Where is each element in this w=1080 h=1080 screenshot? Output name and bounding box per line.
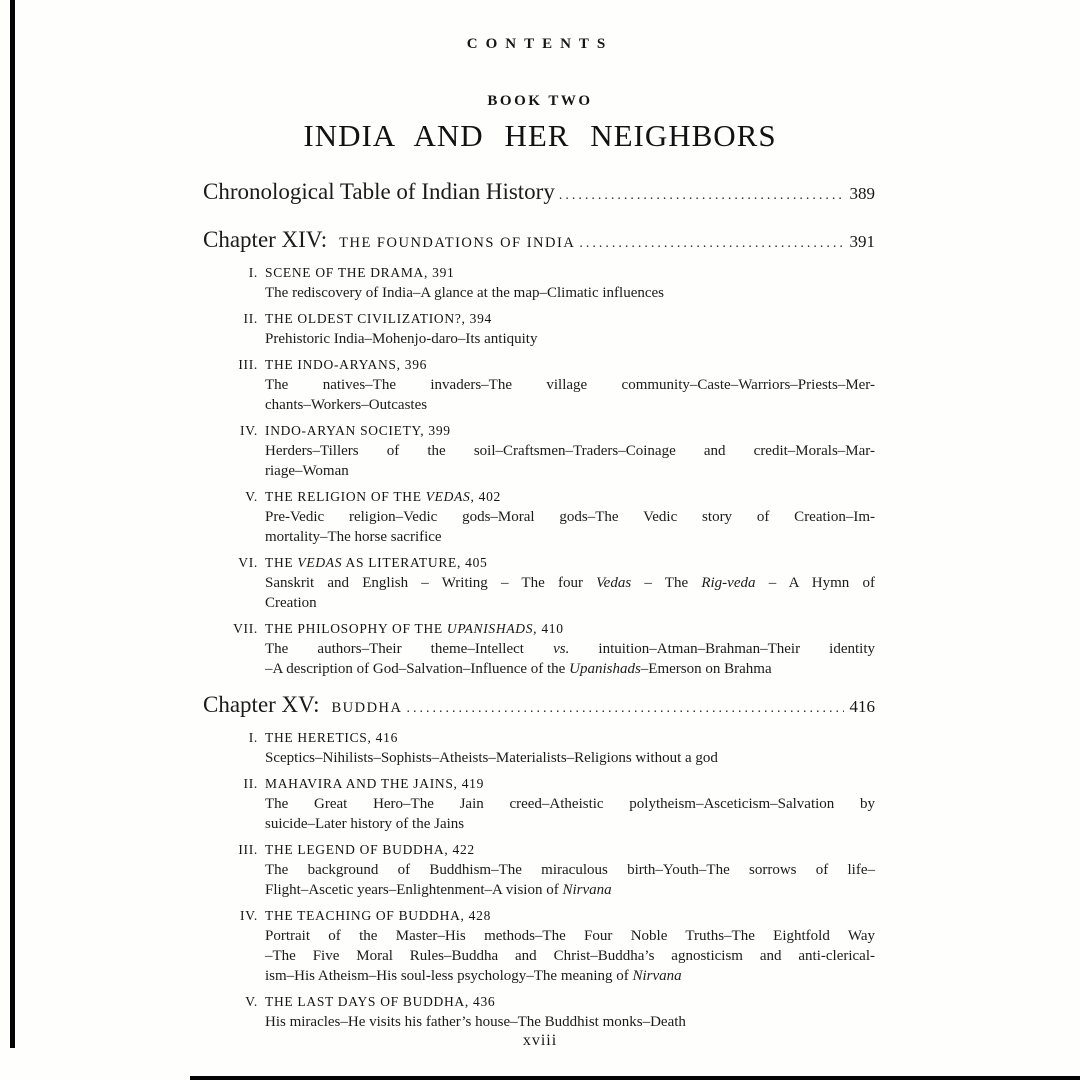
section-heading-row (203, 488, 875, 506)
chapter-heading-row (203, 691, 875, 723)
chapter-sections (203, 264, 875, 679)
chapters (203, 226, 875, 1032)
section-numeral: VI. (238, 555, 258, 570)
section-heading: THE HERETICS, 416 (265, 730, 399, 745)
book-title: INDIA AND HER NEIGHBORS (303, 118, 777, 153)
toc-chapter (203, 226, 875, 679)
page-folio: xviii (522, 1032, 558, 1049)
section-summary (265, 329, 875, 349)
scan-border-left-line (10, 0, 15, 1048)
summary-line: suicide–Later history of the Jains (265, 816, 465, 832)
section-numeral: IV. (240, 908, 258, 923)
section-heading: THE OLDEST CIVILIZATION?, 394 (265, 311, 493, 326)
summary-line: The rediscovery of India–A glance at the map–Climatic influences (265, 285, 665, 301)
summary-line: ism–His Atheism–His soul-less psychology–The meaning of Nirvana (265, 968, 682, 984)
toc-chapter (203, 691, 875, 1032)
section-heading-row (203, 310, 875, 328)
summary-line: –A description of God–Salvation–Influence of the Upanishads–Emerson on Brahma (265, 661, 772, 677)
section-heading: MAHAVIRA AND THE JAINS, 419 (265, 776, 485, 791)
toc-section (203, 310, 875, 349)
toc-section (203, 422, 875, 481)
section-summary (265, 573, 875, 613)
section-heading: SCENE OF THE DRAMA, 391 (265, 265, 455, 280)
section-heading: THE LAST DAYS OF BUDDHA, 436 (265, 994, 496, 1009)
toc-section (203, 554, 875, 613)
section-numeral: IV. (240, 423, 258, 438)
chapter-heading-row (203, 226, 875, 258)
summary-line: mortality–The horse sacrifice (265, 529, 442, 545)
dot-leader (559, 182, 844, 210)
summary-line: The natives–The invaders–The village community–Caste–Warriors–Priests–Mer- (265, 377, 875, 393)
summary-line: His miracles–He visits his father’s house–The Buddhist monks–Death (265, 1014, 686, 1030)
section-heading-row (203, 554, 875, 572)
section-heading-row (203, 729, 875, 747)
section-numeral: III. (238, 842, 258, 857)
toc-entry-front-matter (203, 178, 875, 210)
section-heading: INDO-ARYAN SOCIETY, 399 (265, 423, 451, 438)
section-numeral: I. (248, 265, 258, 280)
toc-section (203, 907, 875, 986)
dot-leader (579, 230, 843, 258)
dot-leader (407, 695, 844, 723)
section-summary (265, 926, 875, 986)
section-heading-row (203, 775, 875, 793)
chapter-label: Chapter XIV: (203, 227, 328, 252)
section-numeral: V. (245, 994, 258, 1009)
section-summary (265, 794, 875, 834)
toc-column (203, 178, 875, 1032)
section-heading-row (203, 356, 875, 374)
section-heading: THE VEDAS AS LITERATURE, 405 (265, 555, 488, 570)
section-summary (265, 441, 875, 481)
section-heading-row (203, 841, 875, 859)
chapter-title: BUDDHA (331, 700, 403, 716)
chapter-title: THE FOUNDATIONS OF INDIA (339, 235, 576, 251)
summary-line: Flight–Ascetic years–Enlightenment–A vision of Nirvana (265, 882, 612, 898)
chapter-page-number: 416 (849, 697, 875, 716)
summary-line: chants–Workers–Outcastes (265, 397, 428, 413)
summary-line: Sanskrit and English – Writing – The four Vedas – The Rig-veda – A Hymn of (265, 575, 875, 591)
section-numeral: VII. (233, 621, 258, 636)
toc-section (203, 729, 875, 768)
summary-line: Pre-Vedic religion–Vedic gods–Moral gods–The Vedic story of Creation–Im- (265, 509, 875, 525)
summary-line: The authors–Their theme–Intellect vs. intuition–Atman–Brahman–Their identity (265, 641, 875, 657)
section-heading-row (203, 264, 875, 282)
summary-line: riage–Woman (265, 463, 349, 479)
front-matter-title: Chronological Table of Indian History (203, 179, 555, 204)
summary-line: Portrait of the Master–His methods–The Four Noble Truths–The Eightfold Way (265, 928, 875, 944)
summary-line: Prehistoric India–Mohenjo-daro–Its antiquity (265, 331, 538, 347)
toc-section (203, 993, 875, 1032)
summary-line: Sceptics–Nihilists–Sophists–Atheists–Materialists–Religions without a god (265, 750, 718, 766)
section-summary (265, 375, 875, 415)
front-matter-page-number: 389 (849, 184, 875, 203)
toc-section (203, 775, 875, 834)
toc-section (203, 356, 875, 415)
section-summary (265, 639, 875, 679)
section-heading-row (203, 993, 875, 1011)
section-summary (265, 507, 875, 547)
summary-line: –The Five Moral Rules–Buddha and Christ–Buddha’s agnosticism and anti-clerical- (265, 948, 875, 964)
summary-line: The Great Hero–The Jain creed–Atheistic polytheism–Asceticism–Salvation by (265, 796, 875, 812)
toc-section (203, 488, 875, 547)
section-numeral: II. (243, 311, 258, 326)
book-number-label: BOOK TWO (487, 93, 593, 109)
section-heading-row (203, 422, 875, 440)
section-summary (265, 1012, 875, 1032)
toc-section (203, 264, 875, 303)
chapter-label: Chapter XV: (203, 692, 320, 717)
section-heading-row (203, 620, 875, 638)
scan-border-bottom-line (190, 1076, 1080, 1080)
summary-line: Herders–Tillers of the soil–Craftsmen–Traders–Coinage and credit–Morals–Mar- (265, 443, 875, 459)
section-summary (265, 860, 875, 900)
section-numeral: III. (238, 357, 258, 372)
section-heading: THE RELIGION OF THE VEDAS, 402 (265, 489, 501, 504)
section-heading-row (203, 907, 875, 925)
section-numeral: V. (245, 489, 258, 504)
summary-line: The background of Buddhism–The miraculous birth–Youth–The sorrows of life– (265, 862, 875, 878)
section-heading: THE LEGEND OF BUDDHA, 422 (265, 842, 475, 857)
section-numeral: II. (243, 776, 258, 791)
section-summary (265, 748, 875, 768)
section-heading: THE PHILOSOPHY OF THE UPANISHADS, 410 (265, 621, 564, 636)
toc-section (203, 620, 875, 679)
chapter-sections (203, 729, 875, 1032)
summary-line: Creation (265, 595, 317, 611)
toc-section (203, 841, 875, 900)
chapter-page-number: 391 (849, 232, 875, 251)
section-numeral: I. (248, 730, 258, 745)
section-heading: THE TEACHING OF BUDDHA, 428 (265, 908, 492, 923)
section-summary (265, 283, 875, 303)
contents-header: CONTENTS (466, 36, 614, 52)
section-heading: THE INDO-ARYANS, 396 (265, 357, 428, 372)
